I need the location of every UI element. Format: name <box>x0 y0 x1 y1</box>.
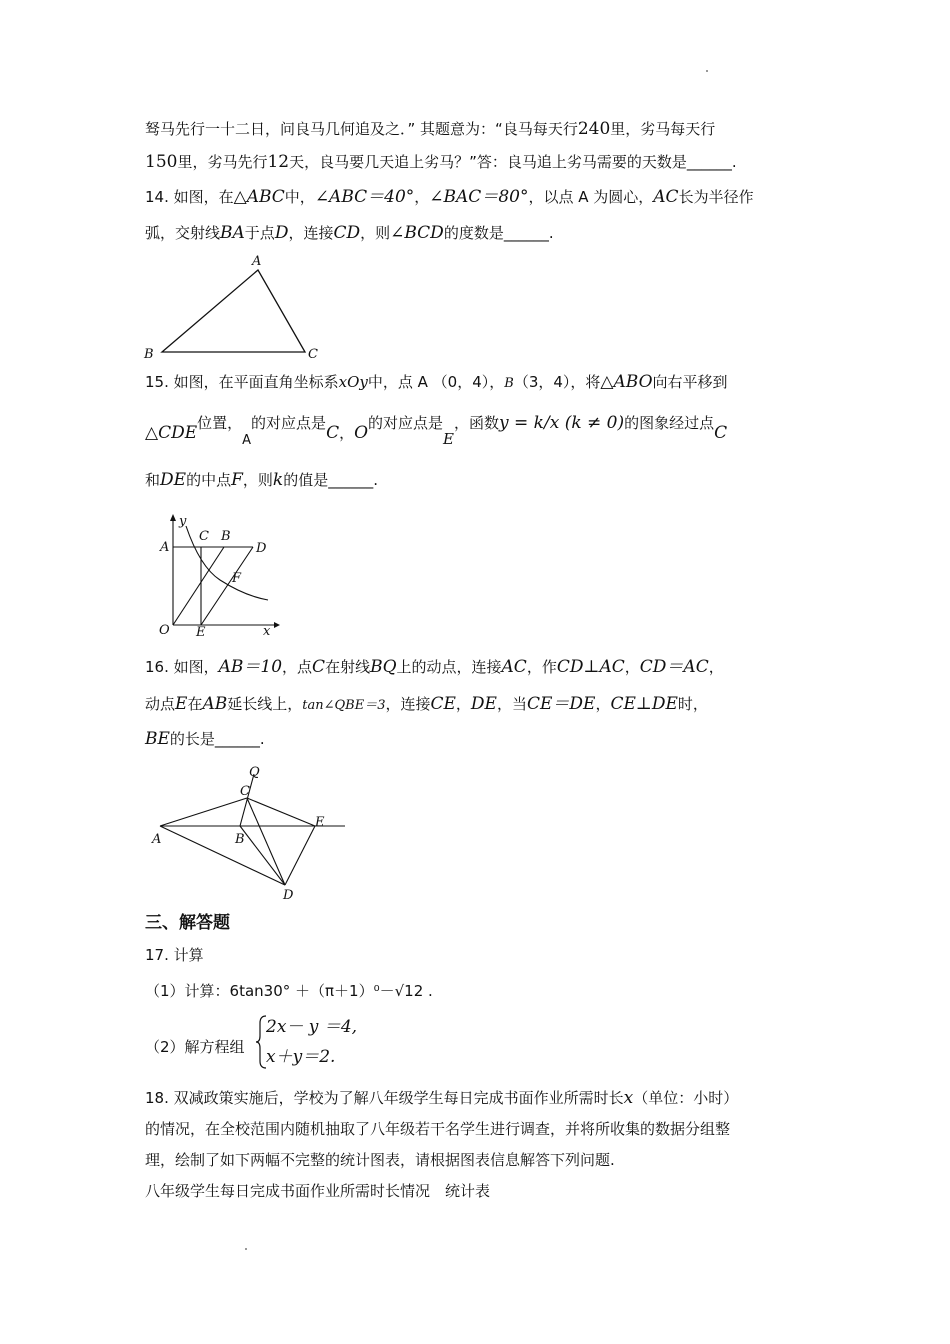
math: DE <box>160 470 187 490</box>
text: ， <box>339 424 355 442</box>
text: 的图象经过点 <box>624 414 715 432</box>
text: ，连接 <box>288 224 334 242</box>
text: 里，劣马先行 <box>177 153 268 171</box>
q17-part-2-label: （2）解方程组 <box>145 1038 245 1056</box>
q18-line-2: 的情况，在全校范围内随机抽取了八年级若干名学生进行调查，并将所收集的数据分组整 <box>145 1120 731 1138</box>
segment-ed <box>201 547 253 625</box>
text: A <box>242 433 252 448</box>
text: ， <box>455 695 471 713</box>
math: △CDE <box>145 423 198 443</box>
math: AB＝10 <box>218 657 283 677</box>
text: （单位：小时） <box>633 1089 739 1107</box>
text: ，当 <box>496 695 527 713</box>
text: 中， <box>284 188 315 206</box>
math: B <box>504 376 514 391</box>
math: k <box>272 470 284 490</box>
text: 中，点 A （0，4）， <box>367 373 505 391</box>
q17-title: 17. 计算 <box>145 946 204 964</box>
math: x <box>623 1088 634 1108</box>
math: CD⊥AC <box>556 657 625 677</box>
function-expression: y = k/x (k ≠ 0) <box>499 413 625 433</box>
text: 于点 <box>244 224 275 242</box>
text: 长为半径作 <box>678 188 754 206</box>
math: ∠BAC＝80° <box>429 187 529 207</box>
label-e: E <box>196 625 206 640</box>
text: 的对应点是 <box>251 414 327 432</box>
math: BE <box>145 729 170 749</box>
text: 的度数是______. <box>443 224 554 242</box>
question-number: 16. 如图， <box>145 658 219 676</box>
section-heading: 三、解答题 <box>145 913 230 933</box>
math: tan∠QBE＝3 <box>302 698 386 713</box>
question-number: 15. 如图，在平面直角坐标系 <box>145 373 339 391</box>
q15-line-2 <box>145 413 728 450</box>
text: 在射线 <box>325 658 371 676</box>
text: 的中点 <box>186 471 232 489</box>
table-caption: 八年级学生每日完成书面作业所需时长情况 统计表 <box>145 1182 491 1200</box>
math: C <box>326 423 340 443</box>
text: ， <box>595 695 611 713</box>
label-b: B <box>221 529 231 544</box>
q17-part-1: （1）计算：6tan30° ＋（π＋1）⁰－√12 . <box>145 982 433 1000</box>
math: ∠BCD <box>390 223 444 243</box>
segment-ob <box>173 547 224 625</box>
x-arrow-icon <box>274 622 280 628</box>
text: 动点 <box>145 695 176 713</box>
text: 18. 双减政策实施后，学校为了解八年级学生每日完成书面作业所需时长 <box>145 1089 624 1107</box>
text: ， <box>708 658 724 676</box>
math: CD＝AC <box>639 657 709 677</box>
math: D <box>274 223 289 243</box>
equation-2: x＋y＝2. <box>266 1047 336 1067</box>
text: ，则 <box>360 224 391 242</box>
scan-speck <box>706 70 708 72</box>
q15-coordinate-figure <box>150 512 285 642</box>
text: 在 <box>187 695 203 713</box>
equation-1: 2x－ y ＝4, <box>266 1017 358 1037</box>
label-f: F <box>232 571 242 586</box>
text: ，则 <box>242 471 273 489</box>
text: 的对应点是 <box>368 414 444 432</box>
text: 弧，交射线 <box>145 224 221 242</box>
segment-ad <box>160 826 285 885</box>
q15-line-3 <box>145 469 378 491</box>
label-q: Q <box>249 765 260 780</box>
label-x: x <box>263 624 271 639</box>
math: E <box>175 694 188 714</box>
q16-line-3 <box>145 728 265 750</box>
q16-line-1 <box>145 656 724 678</box>
y-arrow-icon <box>170 514 176 521</box>
text: ， <box>624 658 640 676</box>
label-c: C <box>199 529 209 544</box>
math: AB <box>202 694 228 714</box>
math: CE <box>430 694 456 714</box>
math: E <box>443 430 454 448</box>
math: CE⊥DE <box>610 694 678 714</box>
label-a: A <box>160 540 170 555</box>
text: 的值是______. <box>283 471 378 489</box>
text: 位置， <box>197 414 243 432</box>
label-a: A <box>152 832 162 847</box>
label-c: C <box>240 784 250 799</box>
text: 时， <box>677 695 708 713</box>
text: 上的动点，连接 <box>396 658 502 676</box>
text: ，作 <box>526 658 557 676</box>
text: 的长是______. <box>169 730 265 748</box>
math: CD <box>333 223 361 243</box>
math: C <box>312 657 326 677</box>
q14-line-1: 14. 如图，在△ABC中，∠ABC＝40°，∠BAC＝80°，以点 A 为圆心，AC长为半径作 <box>145 187 754 207</box>
label-b: B <box>235 832 245 847</box>
text: （3，4），将 <box>513 373 601 391</box>
label-y: y <box>179 514 187 529</box>
math: ∠ABC＝40° <box>314 187 415 207</box>
label-d: D <box>283 888 294 903</box>
q16-geometry-figure <box>150 762 350 904</box>
math: xOy <box>338 373 368 391</box>
math: C <box>714 423 728 443</box>
q14-line-2 <box>145 222 554 244</box>
q14-triangle-figure <box>140 250 340 365</box>
q15-line-1 <box>145 371 728 395</box>
num-150: 150 <box>145 152 178 172</box>
math: F <box>231 470 243 490</box>
text: 和 <box>145 471 161 489</box>
label-d: D <box>256 541 267 556</box>
segment-ed <box>285 826 315 885</box>
text: ，函数 <box>454 414 500 432</box>
num-12: 12 <box>267 152 290 172</box>
label-e: E <box>315 815 325 830</box>
carryover-line-1 <box>145 118 715 140</box>
label-b: B <box>144 347 154 362</box>
triangle-abc <box>162 270 305 352</box>
math: CE＝DE <box>526 694 596 714</box>
math: △ABC <box>233 187 285 207</box>
math: AC <box>653 187 679 207</box>
label-o: O <box>159 623 170 638</box>
text: 延长线上， <box>227 695 303 713</box>
text: 向右平移到 <box>652 373 728 391</box>
math: O <box>354 423 369 443</box>
math: AC <box>501 657 527 677</box>
text: 天，良马要几天追上劣马？”答：良马追上劣马需要的天数是______. <box>289 153 737 171</box>
text: 驽马先行一十二日，问良马几何追及之．” 其题意为：“良马每天行 <box>145 120 578 138</box>
math: DE <box>470 694 497 714</box>
carryover-line-2 <box>145 151 737 173</box>
q18-line-3: 理，绘制了如下两幅不完整的统计图表，请根据图表信息解答下列问题. <box>145 1151 615 1169</box>
text: ，连接 <box>385 695 431 713</box>
q16-line-2 <box>145 693 708 717</box>
scan-speck <box>245 1248 247 1250</box>
math: BA <box>220 223 245 243</box>
text: ，点 <box>282 658 313 676</box>
question-number: 14. 如图，在 <box>145 188 234 206</box>
math: BQ <box>370 657 397 677</box>
label-a: A <box>252 254 262 269</box>
text: 里，劣马每天行 <box>610 120 716 138</box>
num-240: 240 <box>577 119 611 139</box>
segment-ac <box>160 798 247 826</box>
label-c: C <box>308 347 318 362</box>
q18-line-1 <box>145 1087 738 1109</box>
text: ，以点 A 为圆心， <box>528 188 654 206</box>
math: △ABO <box>600 372 653 392</box>
